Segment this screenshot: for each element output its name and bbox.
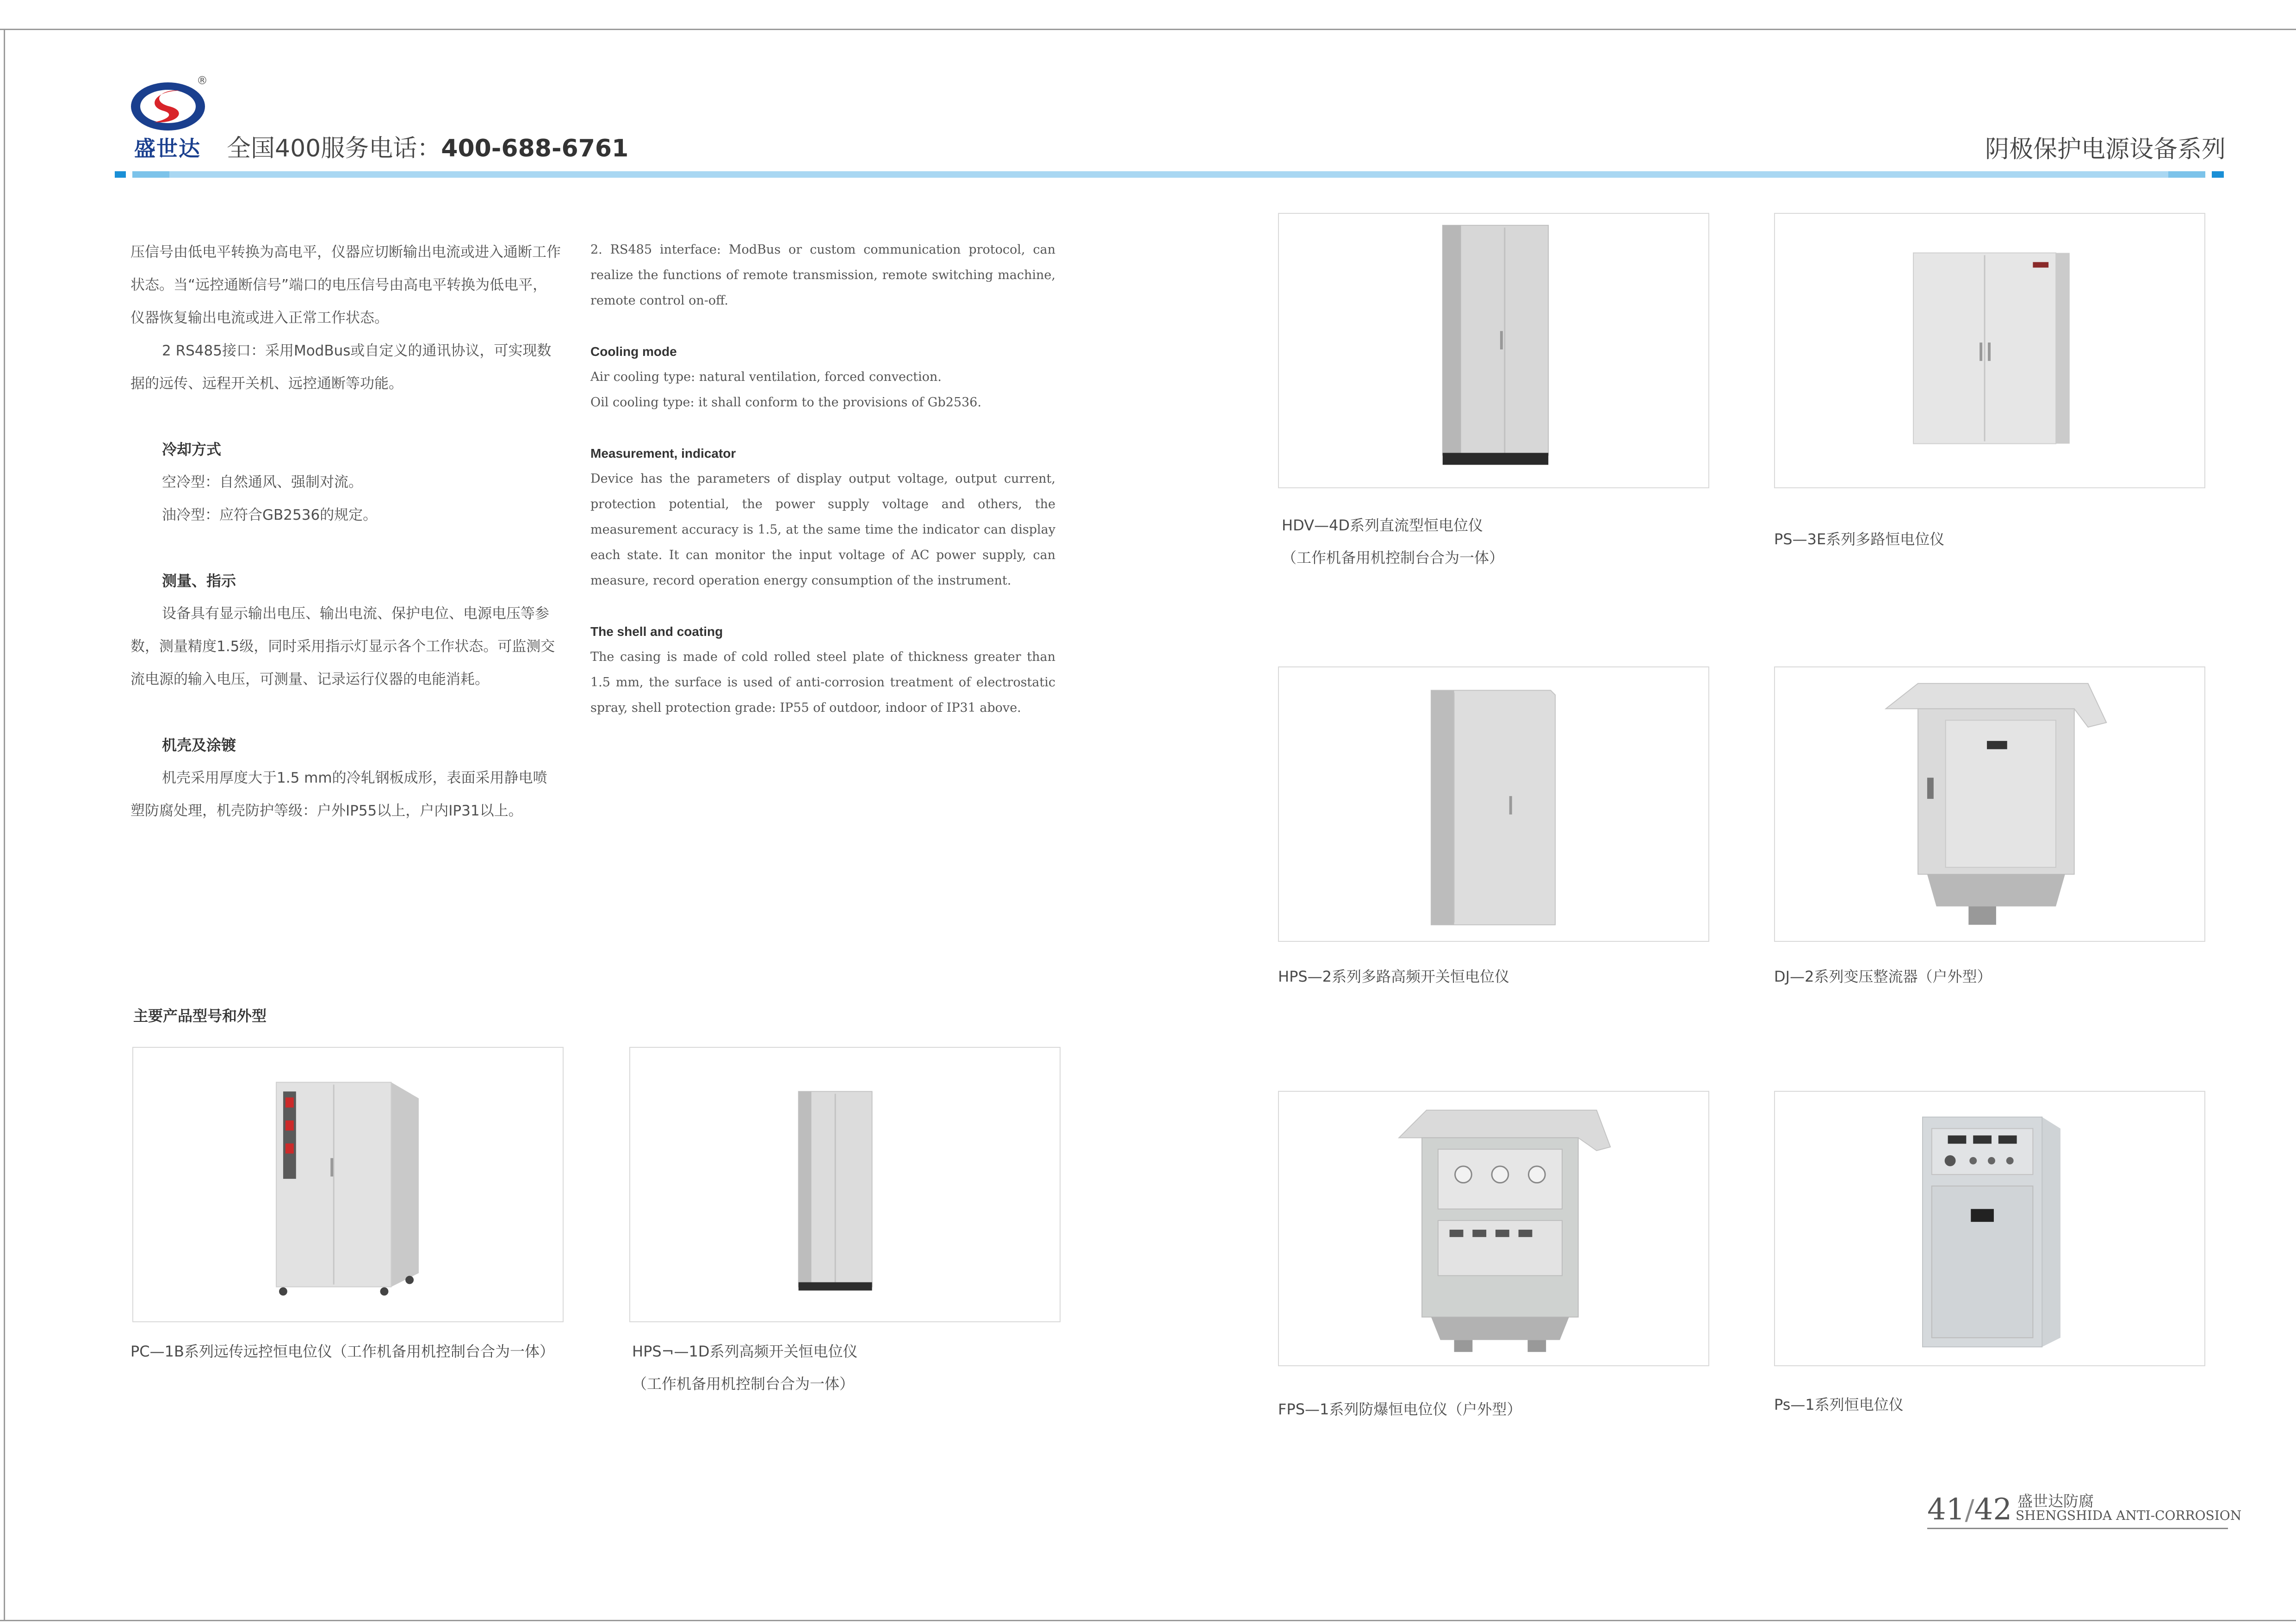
caption-ps1: Ps—1系列恒电位仪 bbox=[1774, 1396, 1904, 1413]
registered-mark: ® bbox=[197, 74, 208, 87]
hotline-number: 400-688-6761 bbox=[441, 135, 629, 162]
caption-fps1: FPS—1系列防爆恒电位仪（户外型） bbox=[1278, 1400, 1522, 1418]
zh-measure-heading: 测量、指示 bbox=[162, 572, 236, 590]
chinese-body bbox=[130, 236, 561, 828]
page-numbers bbox=[1927, 1493, 2012, 1527]
en-cooling-air: Air cooling type: natural ventilation, forced convection. bbox=[590, 370, 942, 384]
product-image-pc1b bbox=[132, 1047, 564, 1322]
caption-hps2: HPS—2系列多路高频开关恒电位仪 bbox=[1278, 968, 1510, 985]
product-image-hps1d bbox=[629, 1047, 1061, 1322]
english-body bbox=[590, 237, 1055, 721]
brand-name: 盛世达 bbox=[134, 136, 201, 161]
caption-hps1d-line2: （工作机备用机控制台合为一体） bbox=[632, 1375, 855, 1393]
en-measure-text: Device has the parameters of display output voltage, output current, protection potential, the power supply voltage and others, the measurement accuracy is 1.5, at the same time the indicator can display each state. It can monitor the input voltage of AC power supply, can measure, record operation energy consumption of the instrument. bbox=[590, 472, 1055, 588]
zh-intro-paragraph: 压信号由低电平转换为高电平，仪器应切断输出电流或进入通断工作状态。当“远控通断信号”端口的电压信号由高电平转换为低电平，仪器恢复输出电流或进入正常工作状态。 bbox=[130, 244, 561, 326]
en-shell-heading: The shell and coating bbox=[590, 624, 723, 639]
hotline bbox=[227, 129, 628, 163]
zh-cooling-oil: 油冷型：应符合GB2536的规定。 bbox=[162, 507, 378, 523]
en-measure-heading: Measurement, indicator bbox=[590, 446, 736, 460]
header-rule bbox=[169, 171, 2168, 178]
header-rule-left-accent bbox=[115, 171, 126, 178]
product-image-ps1 bbox=[1774, 1091, 2205, 1366]
products-section-title: 主要产品型号和外型 bbox=[133, 1007, 267, 1025]
en-rs485-paragraph: 2. RS485 interface: ModBus or custom communication protocol, can realize the functions of remote transmission, remote switching machine, remote control on-off. bbox=[590, 243, 1055, 308]
product-image-ps3e bbox=[1774, 213, 2205, 488]
hotline-label: 全国400服务电话： bbox=[227, 135, 441, 162]
zh-shell-heading: 机壳及涂镀 bbox=[162, 736, 236, 754]
caption-hps1d-line1: HPS¬—1D系列高频开关恒电位仪 bbox=[632, 1343, 858, 1360]
zh-cooling-air: 空冷型：自然通风、强制对流。 bbox=[162, 474, 363, 491]
footer-brand-en: SHENGSHIDA ANTI-CORROSION bbox=[2016, 1508, 2242, 1523]
product-image-hps2 bbox=[1278, 666, 1709, 942]
en-cooling-oil: Oil cooling type: it shall conform to the provisions of Gb2536. bbox=[590, 395, 981, 410]
product-image-dj2 bbox=[1774, 666, 2205, 942]
header-rule-right-accent bbox=[2212, 171, 2224, 178]
page-border-left bbox=[4, 29, 5, 1621]
zh-shell-text: 机壳采用厚度大于1.5 mm的冷轧钢板成形，表面采用静电喷塑防腐处理，机壳防护等级：户外IP55以上，户内IP31以上。 bbox=[130, 770, 547, 819]
en-cooling-heading: Cooling mode bbox=[590, 344, 677, 359]
series-title: 阴极保护电源设备系列 bbox=[1985, 136, 2226, 163]
product-image-hdv4d bbox=[1278, 213, 1709, 488]
zh-cooling-heading: 冷却方式 bbox=[162, 441, 222, 458]
header-rule-left-light bbox=[132, 171, 169, 178]
page-separator: / bbox=[1965, 1494, 1974, 1526]
zh-measure-text: 设备具有显示输出电压、输出电流、保护电位、电源电压等参数，测量精度1.5级，同时采用指示灯显示各个工作状态。可监测交流电源的输入电压，可测量、记录运行仪器的电能消耗。 bbox=[130, 605, 555, 688]
header-rule-right-light bbox=[2168, 171, 2205, 178]
page-border-bottom bbox=[0, 1620, 2296, 1621]
zh-rs485-paragraph: 2 RS485接口：采用ModBus或自定义的通讯协议，可实现数据的远传、远程开关机、远控通断等功能。 bbox=[130, 342, 552, 392]
footer-brand-zh: 盛世达防腐 bbox=[2017, 1492, 2094, 1510]
caption-ps3e: PS—3E系列多路恒电位仪 bbox=[1774, 530, 1945, 548]
caption-hdv4d-line1: HDV—4D系列直流型恒电位仪 bbox=[1282, 516, 1483, 534]
page-number-right: 42 bbox=[1974, 1493, 2012, 1527]
caption-dj2: DJ—2系列变压整流器（户外型） bbox=[1774, 968, 1992, 985]
product-image-fps1 bbox=[1278, 1091, 1709, 1366]
caption-hdv4d-line2: （工作机备用机控制台合为一体） bbox=[1282, 549, 1504, 566]
page-border-top bbox=[0, 29, 2296, 30]
page-number-left: 41 bbox=[1927, 1493, 1965, 1527]
en-shell-text: The casing is made of cold rolled steel plate of thickness greater than 1.5 mm, the surface is used of anti-corrosion treatment of electrostatic spray, shell protection grade: IP55 of outdoor, indoor of IP31 above. bbox=[590, 650, 1055, 715]
caption-pc1b: PC—1B系列远传远控恒电位仪（工作机备用机控制台合为一体） bbox=[130, 1343, 554, 1360]
footer-rule bbox=[1927, 1528, 2228, 1529]
